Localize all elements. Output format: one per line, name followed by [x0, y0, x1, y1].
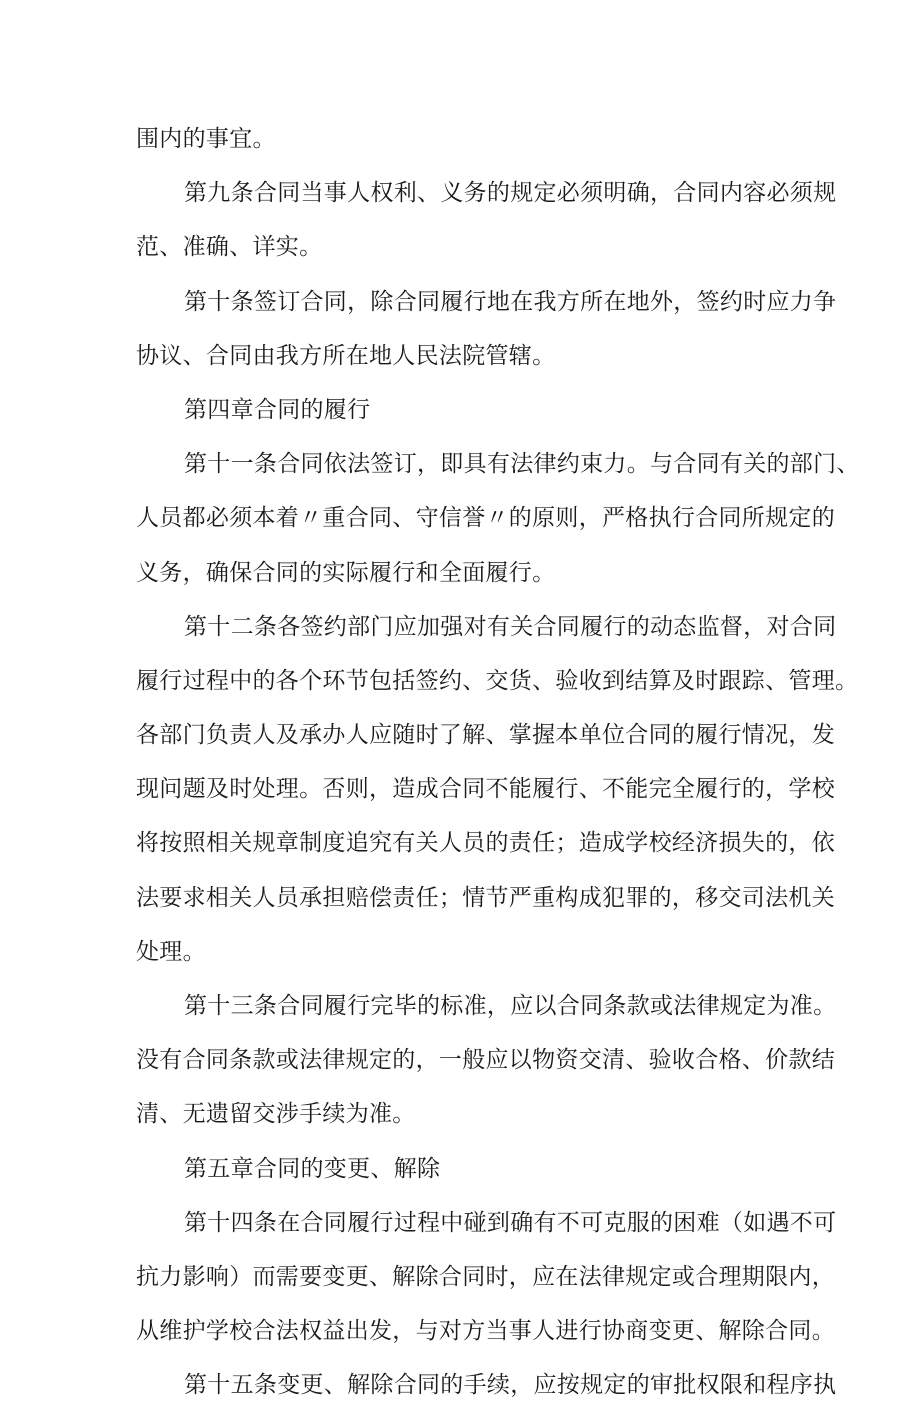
text-line: 处理。	[136, 938, 206, 965]
text-line: 协议、合同由我方所在地人民法院管辖。	[136, 342, 556, 369]
text-line: 清、无遗留交涉手续为准。	[136, 1101, 416, 1128]
text-line: 第九条合同当事人权利、义务的规定必须明确，合同内容必须规	[184, 180, 837, 207]
text-line: 没有合同条款或法律规定的，一般应以物资交清、验收合格、价款结	[136, 1047, 835, 1074]
document-body	[136, 112, 860, 1413]
text-line: 各部门负责人及承办人应随时了解、掌握本单位合同的履行情况，发	[136, 722, 835, 749]
text-line: 从维护学校合法权益出发，与对方当事人进行协商变更、解除合同。	[136, 1318, 835, 1345]
text-line: 第十五条变更、解除合同的手续，应按规定的审批权限和程序执	[184, 1372, 837, 1399]
text-line: 围内的事宜。	[136, 126, 276, 152]
text-line: 抗力影响）而需要变更、解除合同时，应在法律规定或合理期限内，	[136, 1263, 835, 1290]
text-line: 人员都必须本着〃重合同、守信誉〃的原则，严格执行合同所规定的	[136, 505, 835, 532]
text-line: 履行过程中的各个环节包括签约、交货、验收到结算及时跟踪、管理。	[136, 667, 859, 694]
text-line: 第十条签订合同，除合同履行地在我方所在地外，签约时应力争	[184, 288, 837, 315]
text-line: 将按照相关规章制度追究有关人员的责任；造成学校经济损失的，依	[136, 830, 835, 857]
text-line: 第十二条各签约部门应加强对有关合同履行的动态监督，对合同	[184, 613, 837, 640]
text-line: 第十三条合同履行完毕的标准，应以合同条款或法律规定为准。	[184, 993, 837, 1019]
text-line: 范、准确、详实。	[136, 234, 323, 261]
text-line: 第十一条合同依法签订，即具有法律约束力。与合同有关的部门、	[184, 451, 860, 478]
text-line: 第四章合同的履行	[184, 396, 371, 423]
text-line: 法要求相关人员承担赔偿责任；情节严重构成犯罪的，移交司法机关	[136, 884, 835, 911]
text-line: 义务，确保合同的实际履行和全面履行。	[136, 559, 556, 586]
text-line: 第五章合同的变更、解除	[184, 1155, 441, 1182]
text-line: 第十四条在合同履行过程中碰到确有不可克服的困难（如遇不可	[184, 1209, 837, 1236]
text-line: 现问题及时处理。否则，造成合同不能履行、不能完全履行的，学校	[136, 776, 835, 803]
